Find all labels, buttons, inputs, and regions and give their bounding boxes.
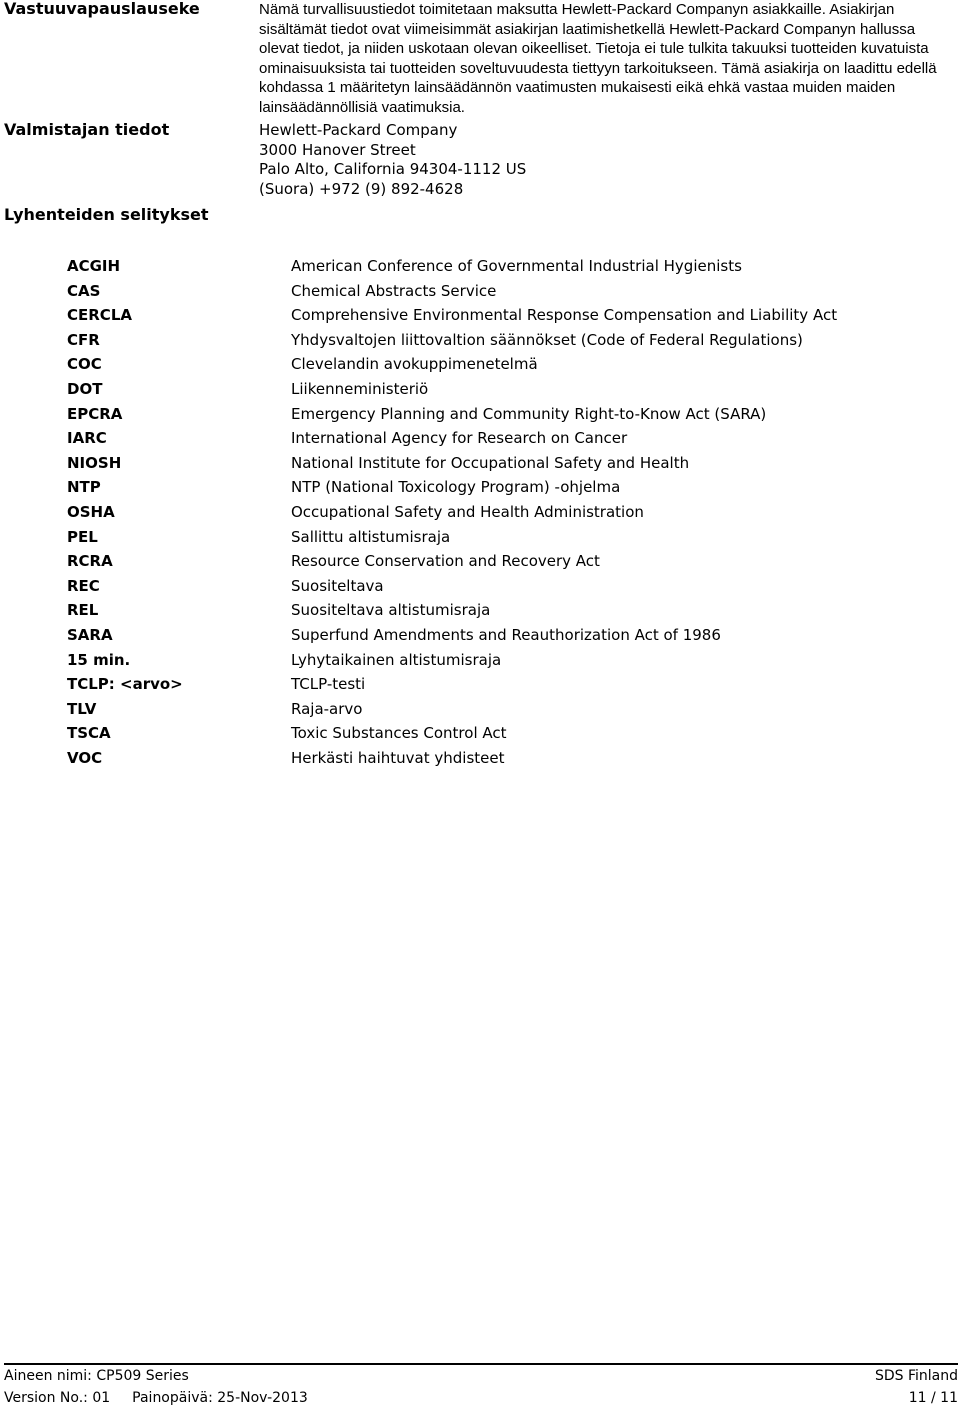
manufacturer-street: 3000 Hanover Street — [259, 140, 416, 159]
abbreviation-row — [67, 279, 927, 304]
abbreviation-description: Yhdysvaltojen liittovaltion säännökset (Code of Federal Regulations) — [291, 330, 803, 349]
abbreviation-description: Superfund Amendments and Reauthorization Act of 1986 — [291, 625, 721, 644]
abbreviation-row — [67, 574, 927, 599]
abbreviation-row — [67, 697, 927, 722]
abbreviation-term: TCLP: <arvo> — [67, 675, 183, 694]
abbreviation-description: TCLP-testi — [291, 675, 366, 694]
abbreviation-description: Chemical Abstracts Service — [291, 281, 497, 300]
abbreviation-row — [67, 598, 927, 623]
abbreviation-term: CAS — [67, 281, 101, 300]
abbreviation-row — [67, 648, 927, 673]
abbreviation-description: NTP (National Toxicology Program) -ohjelma — [291, 478, 621, 497]
abbreviation-term: DOT — [67, 379, 103, 398]
disclaimer-heading: Vastuuvapauslauseke — [4, 0, 200, 18]
footer-page-number: 11 / 11 — [908, 1390, 958, 1406]
abbreviation-term: TLV — [67, 699, 97, 718]
footer-version: Version No.: 01 — [4, 1390, 111, 1406]
abbreviation-description: Raja-arvo — [291, 699, 363, 718]
abbreviation-term: REL — [67, 601, 99, 620]
abbreviation-description: Clevelandin avokuppimenetelmä — [291, 355, 538, 374]
abbreviation-row — [67, 549, 927, 574]
footer-divider — [4, 1363, 958, 1365]
manufacturer-city: Palo Alto, California 94304-1112 US — [259, 160, 527, 178]
abbreviation-term: NIOSH — [67, 453, 122, 472]
abbreviation-row — [67, 525, 927, 550]
abbreviation-row — [67, 746, 927, 771]
abbreviations-list — [67, 254, 927, 770]
manufacturer-heading: Valmistajan tiedot — [4, 120, 170, 139]
abbreviation-term: 15 min. — [67, 650, 131, 669]
abbreviation-term: TSCA — [67, 724, 111, 743]
abbreviation-description: Occupational Safety and Health Administration — [291, 502, 644, 521]
abbreviation-term: ACGIH — [67, 257, 121, 275]
abbreviation-term: CERCLA — [67, 306, 132, 325]
abbreviation-description: Suositeltava altistumisraja — [291, 601, 491, 620]
abbreviation-term: VOC — [67, 748, 103, 767]
abbreviation-description: Herkästi haihtuvat yhdisteet — [291, 748, 505, 767]
abbreviation-term: RCRA — [67, 552, 113, 571]
abbreviation-description: Toxic Substances Control Act — [291, 724, 507, 743]
abbreviation-term: OSHA — [67, 502, 115, 521]
abbreviation-row — [67, 402, 927, 427]
disclaimer-text: Nämä turvallisuustiedot toimitetaan maksutta Hewlett-Packard Companyn asiakkaille. Asiakirjan sisältämät tiedot ovat viimeisimmät asiakirjan laatimishetkellä Hewlett-Packard Companyn hallussa olevat tiedot, ja niiden uskotaan olevan oikeelliset. Tietoja ei tule tulkita takuuksi tuotteiden kuvatuista ominaisuuksista tai tuotteiden soveltuvuudesta tiettyyn tarkoitukseen. Tämä asiakirja on laadittu edellä kohdassa 1 määritetyn lainsäädännön vaatimusten mukaisesti eikä ehkä vastaa muiden maiden lainsäädännöllisiä vaatimuksia. — [259, 1, 937, 116]
abbreviation-row — [67, 721, 927, 746]
abbreviation-term: PEL — [67, 527, 98, 546]
abbreviation-term: REC — [67, 576, 100, 595]
footer-sds-region: SDS Finland — [874, 1368, 958, 1384]
footer-row-product — [4, 1368, 958, 1384]
footer-row-version — [4, 1390, 958, 1406]
abbreviation-description: Resource Conservation and Recovery Act — [291, 552, 600, 571]
abbreviation-description: Suositeltava — [291, 576, 384, 595]
abbreviation-description: International Agency for Research on Cancer — [291, 429, 628, 448]
abbreviation-row — [67, 328, 927, 353]
abbreviation-row — [67, 500, 927, 525]
abbreviation-description: Emergency Planning and Community Right-to-Know Act (SARA) — [291, 404, 767, 423]
abbreviation-row — [67, 672, 927, 697]
abbreviation-term: NTP — [67, 478, 101, 497]
manufacturer-phone: (Suora) +972 (9) 892-4628 — [259, 179, 464, 198]
footer-product-name: Aineen nimi: CP509 Series — [4, 1368, 189, 1384]
abbreviations-heading: Lyhenteiden selitykset — [4, 205, 209, 224]
abbreviation-description: Sallittu altistumisraja — [291, 527, 451, 546]
abbreviation-row — [67, 623, 927, 648]
manufacturer-company: Hewlett-Packard Company — [259, 121, 458, 139]
abbreviation-row — [67, 475, 927, 500]
abbreviation-row — [67, 352, 927, 377]
abbreviation-row — [67, 426, 927, 451]
abbreviation-description: American Conference of Governmental Industrial Hygienists — [291, 257, 742, 275]
abbreviation-term: SARA — [67, 625, 113, 644]
abbreviation-description: Liikenneministeriö — [291, 379, 429, 398]
abbreviation-row — [67, 451, 927, 476]
footer-print-date: Painopäivä: 25-Nov-2013 — [132, 1390, 308, 1406]
abbreviation-term: COC — [67, 355, 102, 374]
abbreviation-description: National Institute for Occupational Safety and Health — [291, 453, 690, 472]
abbreviation-term: IARC — [67, 429, 107, 448]
abbreviation-term: CFR — [67, 330, 100, 349]
abbreviation-description: Comprehensive Environmental Response Compensation and Liability Act — [291, 306, 838, 325]
abbreviation-description: Lyhytaikainen altistumisraja — [291, 650, 502, 669]
manufacturer-block — [259, 121, 949, 199]
abbreviation-row — [67, 377, 927, 402]
abbreviation-term: EPCRA — [67, 404, 123, 423]
abbreviation-row — [67, 303, 927, 328]
abbreviation-row — [67, 254, 927, 279]
